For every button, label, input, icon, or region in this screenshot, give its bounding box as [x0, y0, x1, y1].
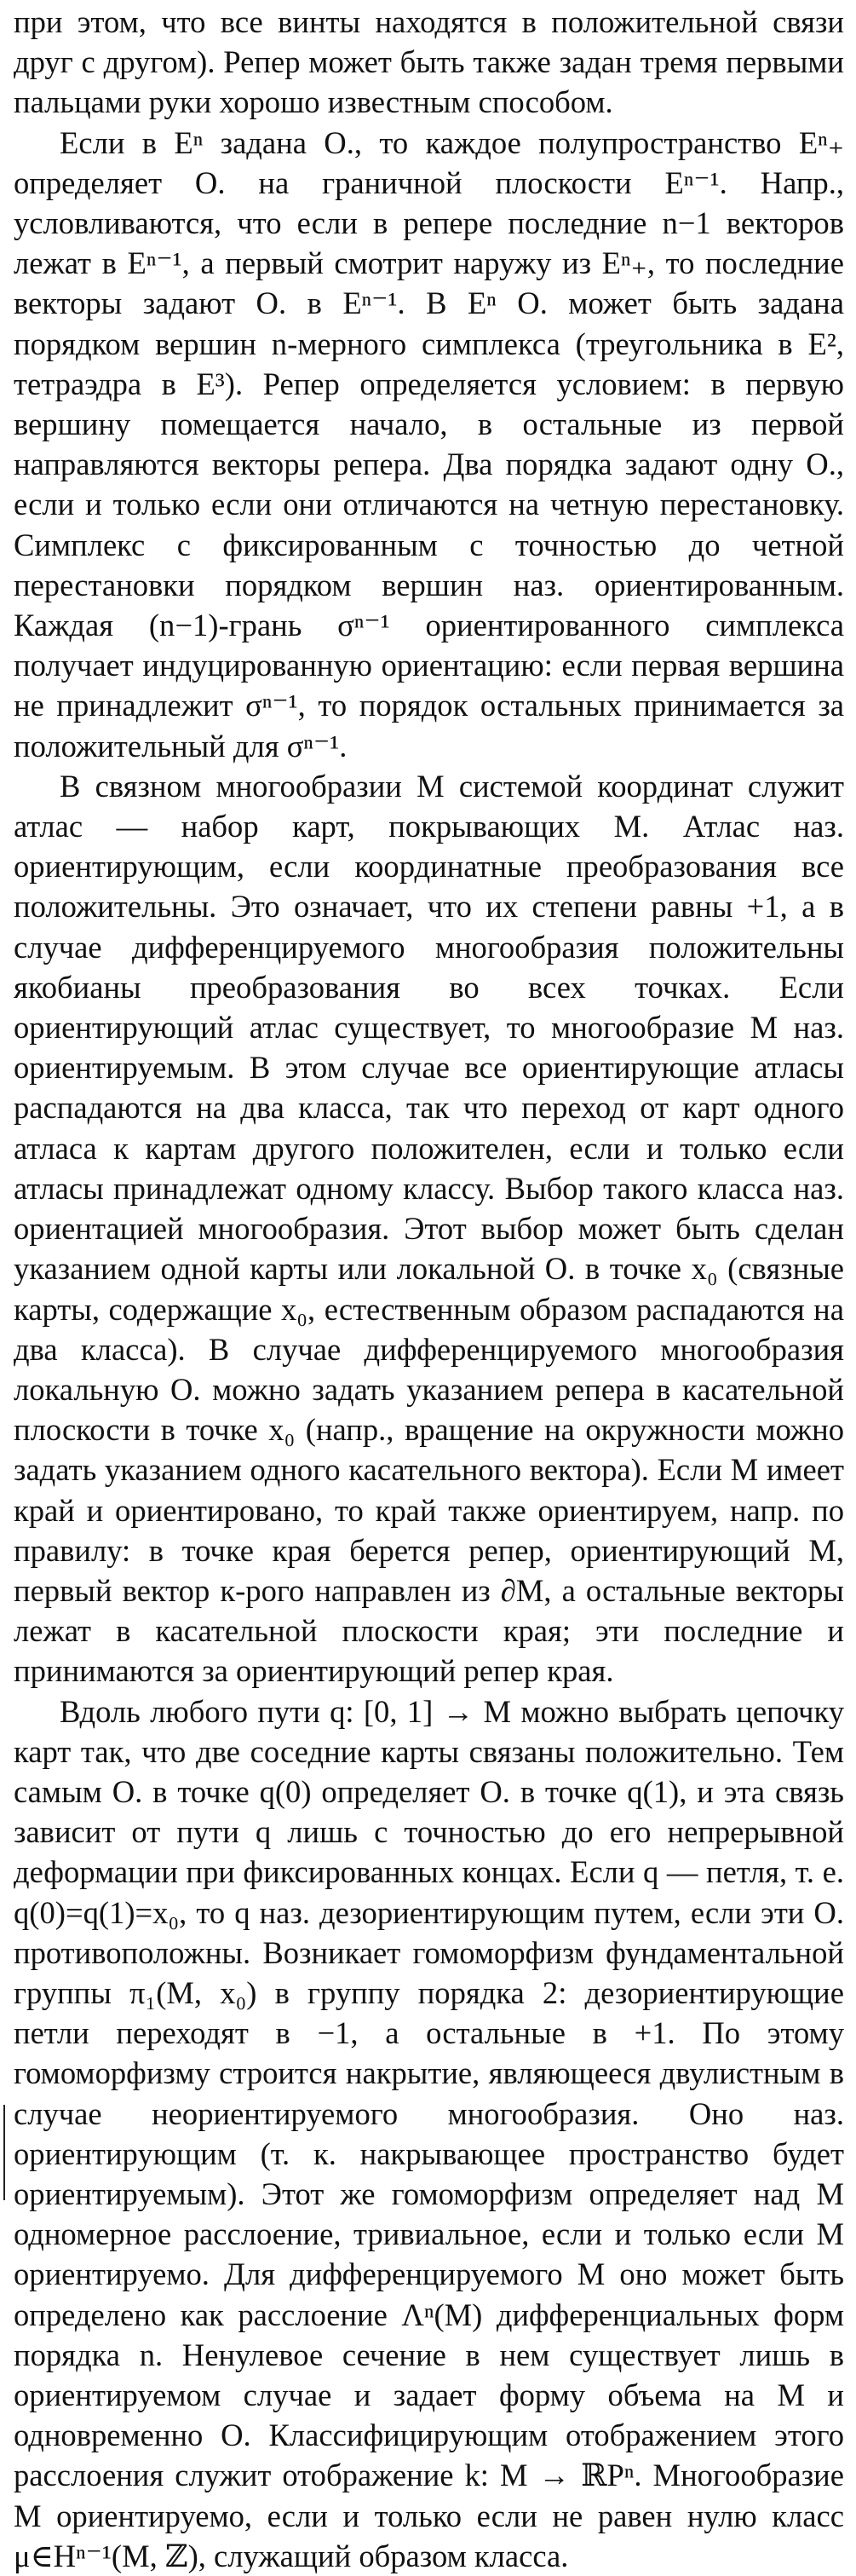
paragraph-3: В связном многообразии M системой координат служит атлас — набор карт, покрывающих M. Атлас наз. ориентирующим, если координатные преобразования все положительны. Это означает, что их степени равны +1, а в случае дифференцируемого многообразия положительны якобианы преобразования во всех точках. Если ориентирующий атлас существует, то многообразие M наз. ориентируемым. В этом случае все ориентирующие атласы распадаются на два класса, так что переход от карт одного атласа к картам другого положителен, если и только если атласы принадлежат одному классу. Выбор такого класса наз. ориентацией многообразия. Этот выбор может быть сделан указанием одной карты или локальной О. в точке x₀ (связные карты, содержащие x₀, естественным образом распадаются на два класса). В случае дифференцируемого многообразия локальную О. можно задать указанием репера в касательной плоскости в точке x₀ (напр., вращение на окружности можно задать указанием одного касательного вектора). Если M имеет край и ориентировано, то край также ориентируем, напр. по правилу: в точке края берется репер, ориентирующий M, первый вектор к-рого направлен из ∂M, а остальные векторы лежат в касательной плоскости края; эти последние и принимаются за ориентирующий репер края. — [14, 768, 844, 1689]
margin-bar — [3, 2105, 5, 2200]
paragraph-1: при этом, что все винты находятся в положительной связи друг с другом). Репер может быть также задан тремя первыми пальцами руки хорошо известным способом. — [14, 4, 844, 120]
paragraph-4: Вдоль любого пути q: [0, 1] → M можно выбрать цепочку карт так, что две соседние карты связаны положительно. Тем самым О. в точке q(0) определяет О. в точке q(1), и эта связь зависит от пути q лишь с точностью до его непрерывной деформации при фиксированных концах. Если q — петля, т. е. q(0)=q(1)=x₀, то q наз. дезориентирующим путем, если эти О. противоположны. Возникает гомоморфизм фундаментальной группы π₁(M, x₀) в группу порядка 2: дезориентирующие петли переходят в −1, а остальные в +1. По этому гомоморфизму строится накрытие, являющееся двулистным в случае неориентируемого многообразия. Оно наз. ориентирующим (т. к. накрывающее пространство будет ориентируемым). Этот же гомоморфизм определяет над M одномерное расслоение, тривиальное, если и только если M ориентируемо. Для дифференцируемого M оно может быть определено как расслоение Λⁿ(M) дифференциальных форм порядка n. Ненулевое сечение в нем существует лишь в ориентируемом случае и задает форму объема на M и одновременно О. Классифицирующим отображением этого расслоения служит отображение k: M → ℝPⁿ. Многообразие M ориентируемо, если и только если не равен нулю класс μ∈Hⁿ⁻¹(M, ℤ), служащий образом класса. — [14, 1693, 844, 2573]
paragraph-2: Если в Eⁿ задана О., то каждое полупространство Eⁿ₊ определяет О. на граничной плоскости Eⁿ⁻¹. Напр., условливаются, что если в репере последние n−1 векторов лежат в Eⁿ⁻¹, а первый смотрит наружу из Eⁿ₊, то последние векторы задают О. в Eⁿ⁻¹. В Eⁿ О. может быть задана порядком вершин n-мерного симплекса (треугольника в E², тетраэдра в E³). Репер определяется условием: в первую вершину помещается начало, в остальные из первой направляются векторы репера. Два порядка задают одну О., если и только если они отличаются на четную перестановку. Симплекс с фиксированным с точностью до четной перестановки порядком вершин наз. ориентированным. Каждая (n−1)-грань σⁿ⁻¹ ориентированного симплекса получает индуцированную ориентацию: если первая вершина не принадлежит σⁿ⁻¹, то порядок остальных принимается за положительный для σⁿ⁻¹. — [14, 124, 844, 764]
